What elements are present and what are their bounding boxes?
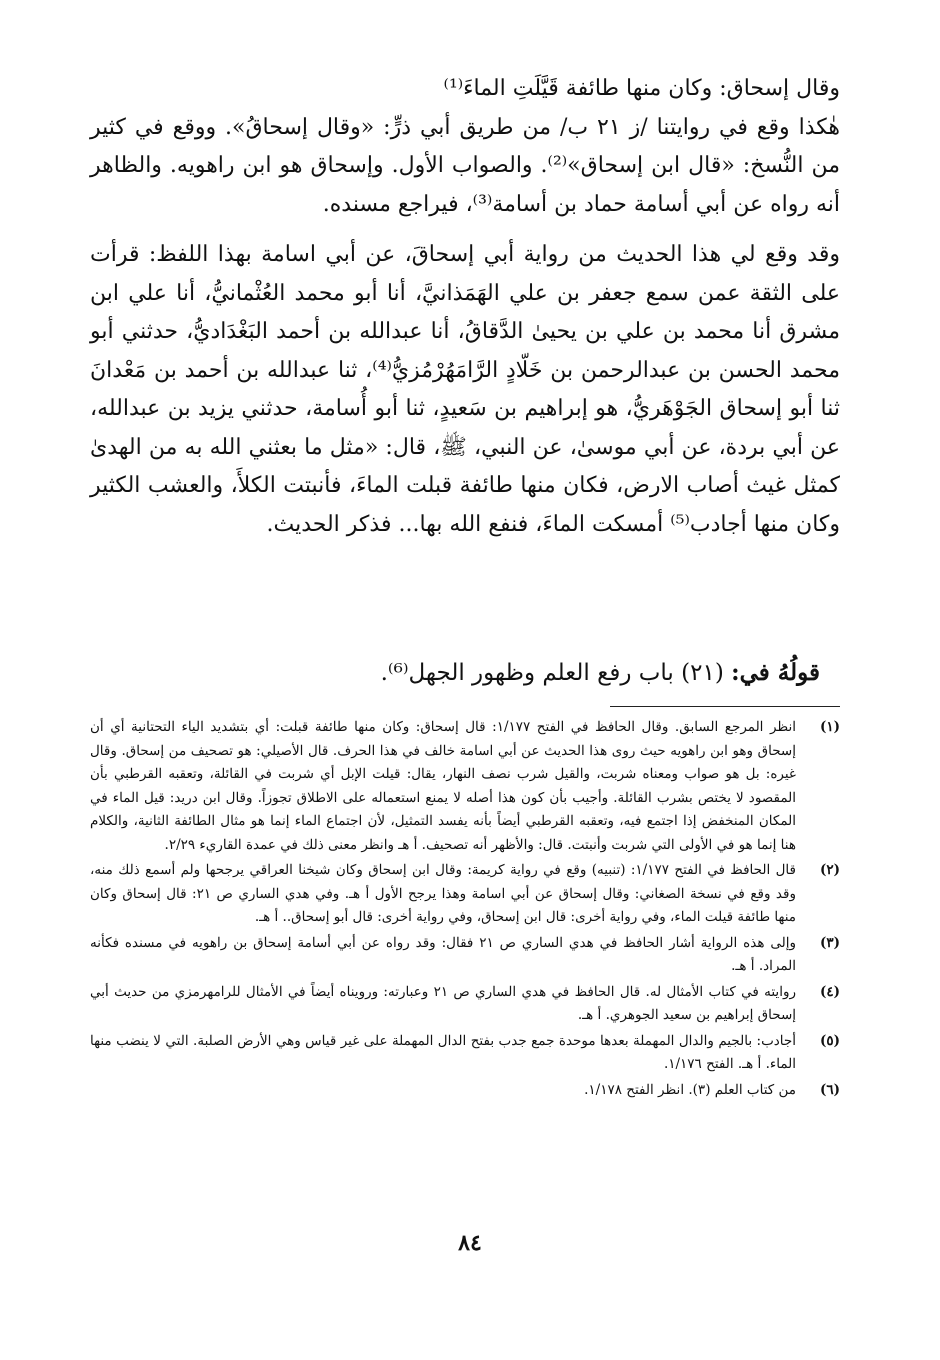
page-number: ٨٤ — [458, 1230, 482, 1256]
footnote — [90, 859, 840, 930]
footnote-text: قال الحافظ في الفتح ١/١٧٧: (تنبيه) وقع في رواية كريمة: وقال ابن إسحاق وكان شيخنا العراقي يرجحها ولم أسمع ذلك منه، وقد وقع في نسخة الصغاني: وقال إسحاق عن أبي اسامة وهذا يرجح الأول أ هـ. وفي هدي الساري ص ٢١: قال إسحاق وكان منها طائفة قيلت الماء، وفي رواية أخرى: قال ابن إسحاق، وفي رواية أخرى: قال أبو إسحاق.. أ هـ. — [90, 862, 797, 925]
paragraph-3: وقد وقع لي هذا الحديث من رواية أبي إسحاقَ، عن أبي اسامة بهذا اللفظ: قرأت على الثقة عمن سمع جعفر بن علي الهَمَذانيَّ، أنا أبو محمد العُثْمانيُّ، أنا علي ابن مشرق أنا محمد بن علي بن يحيىٰ الدَّقاقُ، أنا عبدالله بن أحمد البَغْدَاديُّ، حدثني أبو محمد الحسن بن عبدالرحمن بن خَلّادٍ الرَّامَهُرْمُزيُّ⁽⁴⁾، ثنا عبدالله بن أحمد بن مَعْدانَ ثنا أبو إسحاق الجَوْهَريُّ، هو إبراهيم بن سَعيدٍ، ثنا أبو أُسامة، حدثني يزيد بن عبدالله، عن أبي بردة، عن أبي موسىٰ، عن النبي، ﷺ، قال: «مثل ما بعثني الله به من الهدىٰ كمثل غيث أصاب الارض، فكان منها طائفة قبلت الماءَ، فأنبتت الكلأَ، والعشب الكثير وكان منها أجادب⁽⁵⁾ أمسكت الماءَ، فنفع الله بها... فذكر الحديث. — [90, 242, 840, 537]
footnote-number: (٤) — [819, 983, 840, 1000]
footnote — [90, 981, 840, 1028]
footnote-number: (١) — [819, 719, 840, 735]
heading-title: (٢١) باب رفع العلم وظهور الجهل⁽⁶⁾. — [380, 660, 732, 686]
footnote-text: أجادب: بالجيم والدال المهملة بعدها موحدة جمع جدب بفتح الدال المهملة على غير قياس وهي الأرض الصلبة. التي لا ينضب منها الماء. أ هـ. الفتح ١/١٧٦. — [90, 1032, 796, 1072]
paragraph-2: هٰكذا وقع في روايتنا /ز ٢١ ب/ من طريق أبي ذرٍّ: «وقال إسحاقُ». ووقع في كثير من النُّسخ: «قال ابن إسحاق»⁽²⁾. والصواب الأول. وإسحاق هو ابن راهويه. والظاهر أنه رواه عن أبي أسامة حماد بن أسامة⁽³⁾، فيراجع مسنده. — [90, 114, 841, 217]
footnote-text: انظر المرجع السابق. وقال الحافظ في الفتح ١/١٧٧: قال إسحاق: وكان منها طائفة قبلت: أي بتشديد الياء التحتانية أي أن إسحاق وهو ابن راهويه حيث روى هذا الحديث عن أبي اسامة خالف في هذا الحرف. قال الأصيلي: هو تصحيف من إسحاق. وقال غيره: بل هو صواب ومعناه شربت، والقيل شرب نصف النهار، يقال: قيلت الإبل أي شربت في القائلة، وتعقبه القرطبي بأن المقصود لا يختص بشرب القائلة. وأجيب بأن كون هذا أصله لا يمنع استعماله على الاطلاق تجوزاً. وقال ابن دريد: قيل الماء في المكان المنخفض إذا اجتمع فيه، وتعقبه القرطبي أيضاً بأنه يفسد التمثيل، لأن اجتماع الماء إنما هو مثال الطائفة الثانية، والكلام هنا إنما هو في الأولى التي شربت وأنبتت. قال: والأظهر أنه تصحيف. أ هـ وانظر معنى ذلك في عمدة القاريء ٢/٢٩. — [90, 719, 796, 853]
heading-lead: قولُهُ في: — [731, 659, 820, 686]
main-text — [90, 70, 840, 544]
footnote-number: (٦) — [819, 1081, 840, 1098]
paragraph-1: وقال إسحاق: وكان منها طائفة قَيَّلَتِ الماءَ⁽¹⁾ — [443, 76, 840, 101]
footnote-number: (٢) — [819, 862, 840, 878]
footnote-text: روايته في كتاب الأمثال له. قال الحافظ في هدي الساري ص ٢١ وعبارته: ورويناه أيضاً في الأمثال للرامهرمزي من حديث أبي إسحاق إبراهيم بن سعيد الجوهري. أ هـ. — [90, 983, 796, 1023]
footnote-number: (٥) — [819, 1032, 840, 1049]
footnote-text: وإلى هذه الرواية أشار الحافظ في هدي الساري ص ٢١ فقال: وقد رواه عن أبي أسامة إسحاق بن راهويه في مسنده فكأنه المراد. أ هـ. — [90, 934, 796, 974]
footnote — [90, 932, 840, 979]
footnotes — [90, 716, 840, 1102]
footnote — [90, 716, 840, 857]
footnote — [90, 1079, 840, 1103]
chapter-heading — [90, 654, 820, 692]
footnote — [90, 1030, 840, 1077]
footnote-text: من كتاب العلم (٣). انظر الفتح ١/١٧٨. — [584, 1081, 796, 1098]
footnote-divider — [610, 706, 840, 707]
footnote-number: (٣) — [819, 934, 840, 951]
